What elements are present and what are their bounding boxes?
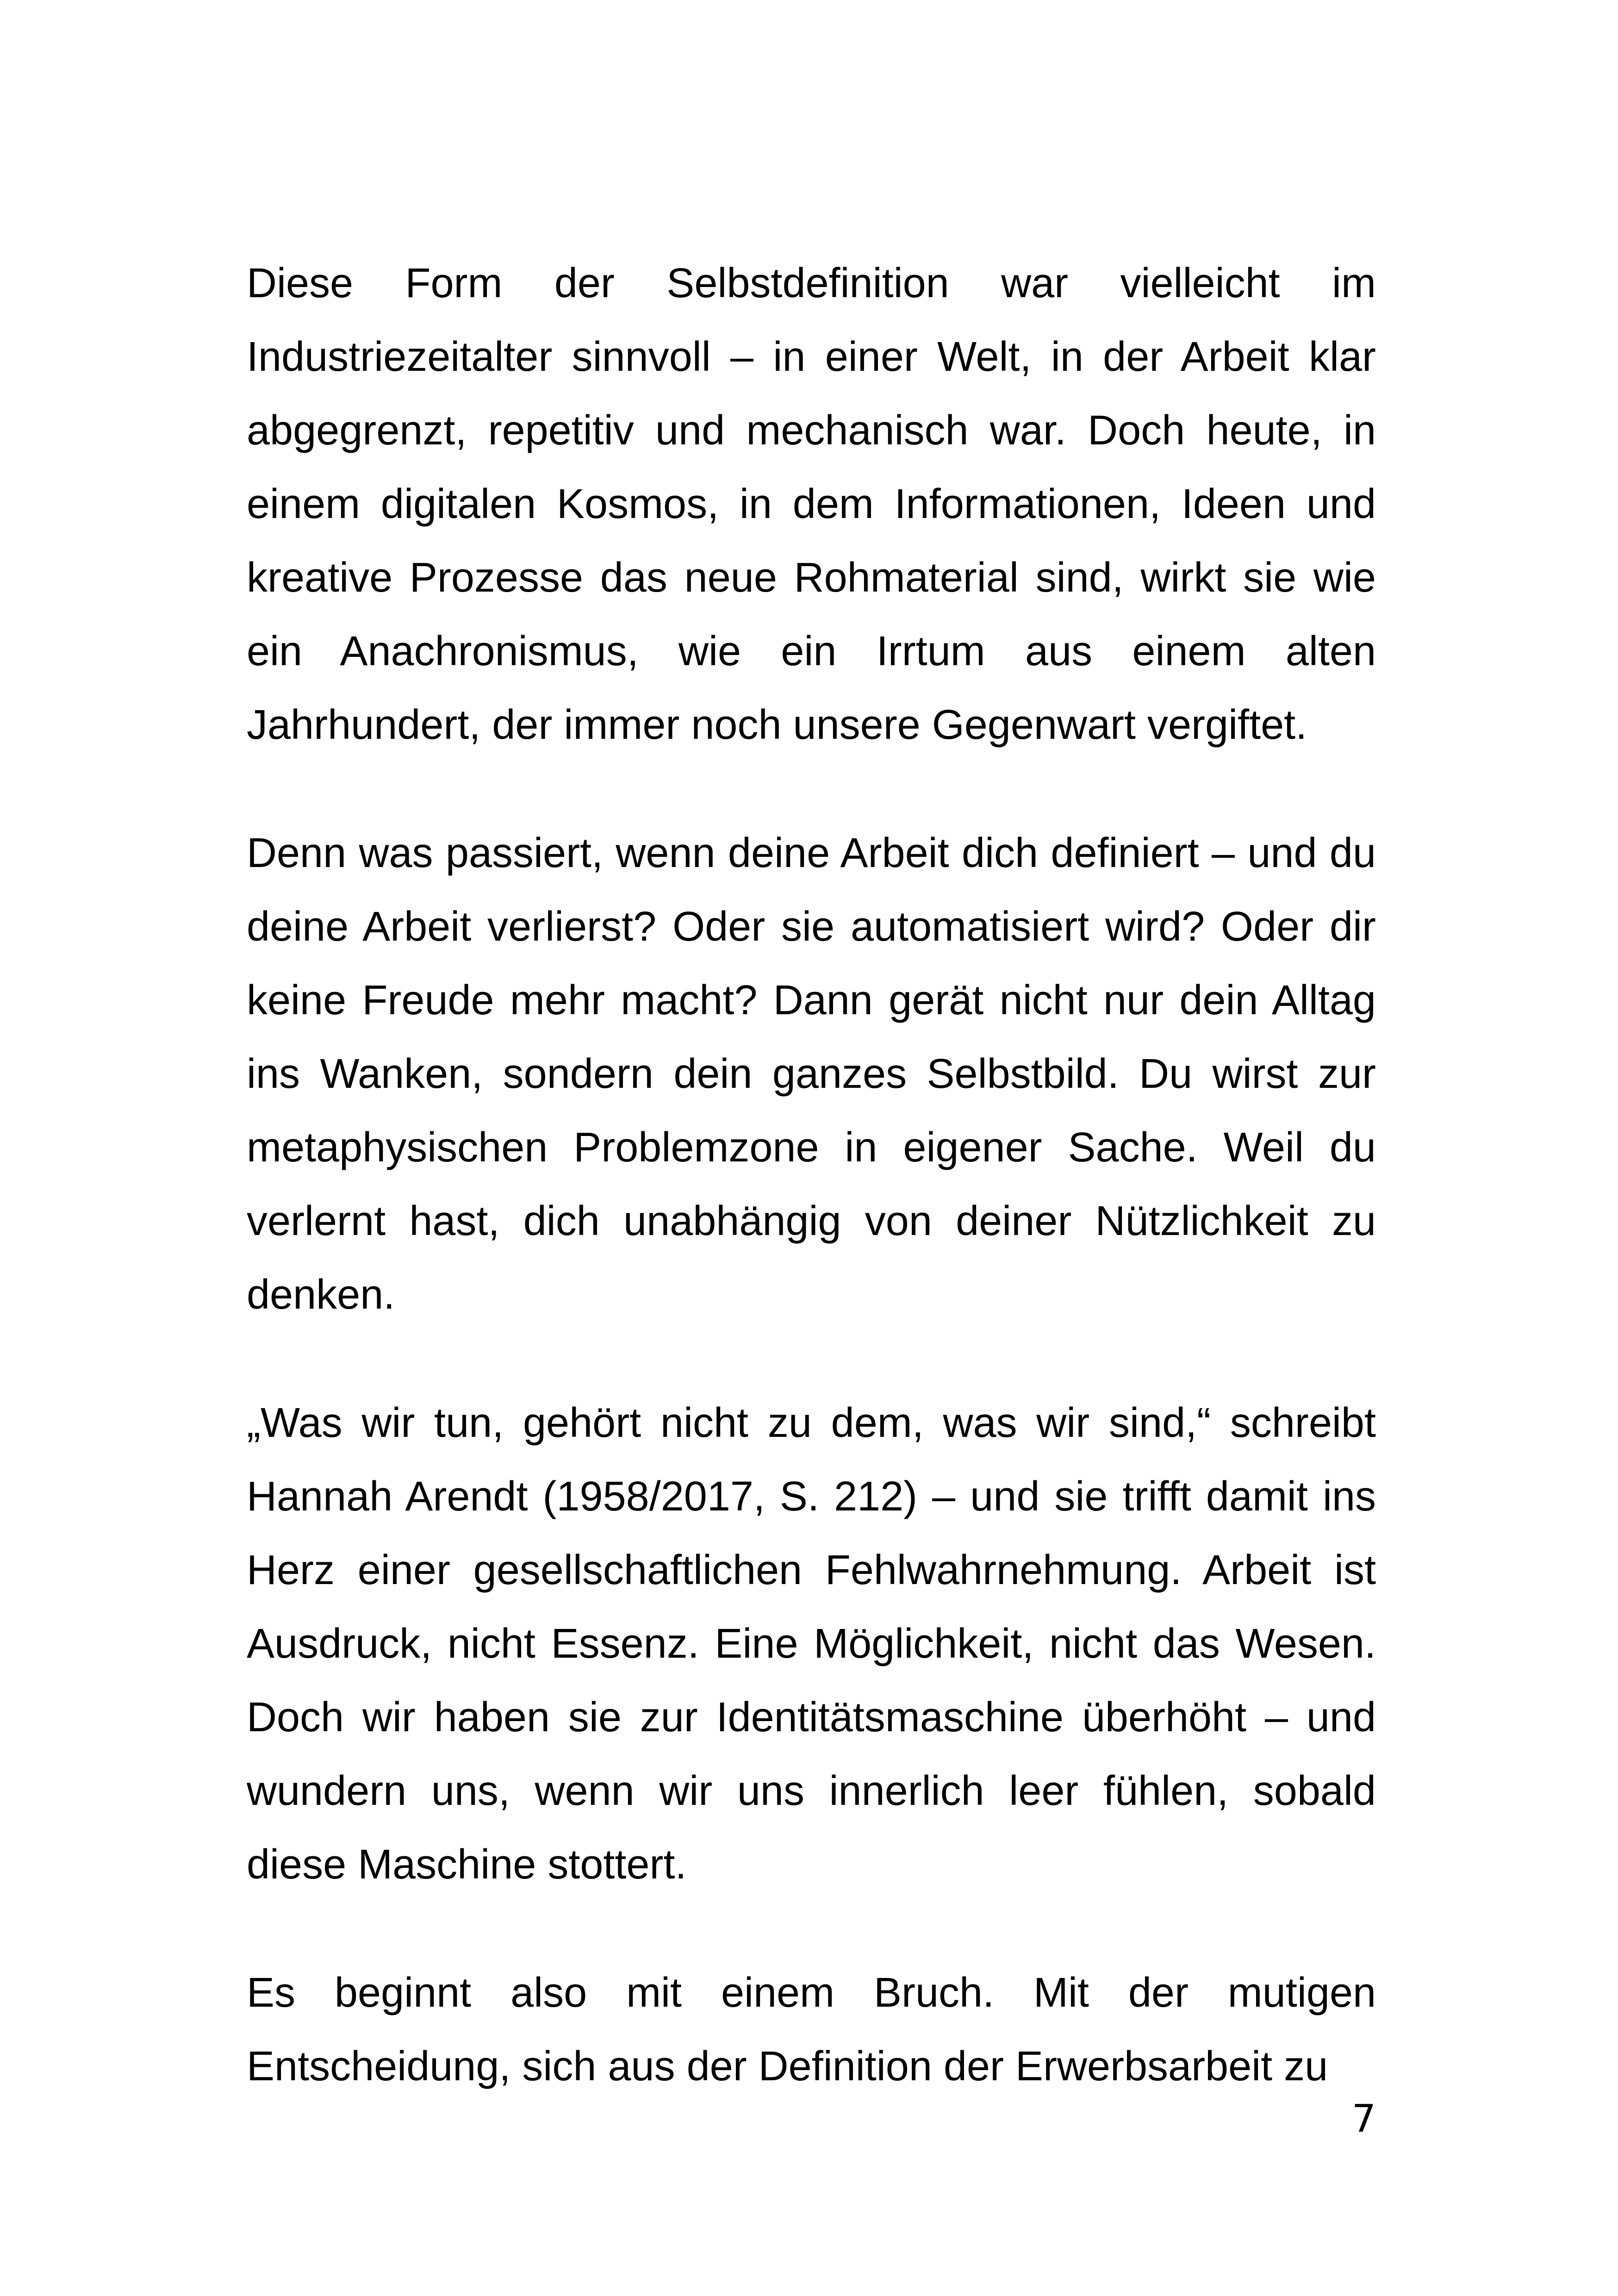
body-text — [247, 247, 1376, 2158]
paragraph-3: „Was wir tun, gehört nicht zu dem, was wir sind,“ schreibt Hannah Arendt (1958/2017, S. 212) – und sie trifft damit ins Herz einer gesellschaftlichen Fehlwahrnehmung. Arbeit ist Ausdruck, nicht Essenz. Eine Möglichkeit, nicht das Wesen. Doch wir haben sie zur Identitätsmaschine überhöht – und wundern uns, wenn wir uns innerlich leer fühlen, sobald diese Maschine stottert. — [247, 1400, 1376, 1888]
paragraph-2: Denn was passiert, wenn deine Arbeit dich definiert – und du deine Arbeit verlierst? Oder sie automatisiert wird? Oder dir keine Freude mehr macht? Dann gerät nicht nur dein Alltag ins Wanken, sondern dein ganzes Selbstbild. Du wirst zur metaphysischen Problemzone in eigener Sache. Weil du verlernt hast, dich unabhängig von deiner Nützlichkeit zu denken. — [247, 830, 1376, 1318]
paragraph-1: Diese Form der Selbstdefinition war vielleicht im Industriezeitalter sinnvoll – in einer Welt, in der Arbeit klar abgegrenzt, repetitiv und mechanisch war. Doch heute, in einem digitalen Kosmos, in dem Informationen, Ideen und kreative Prozesse das neue Rohmaterial sind, wirkt sie wie ein Anachronismus, wie ein Irrtum aus einem alten Jahrhundert, der immer noch unsere Gegenwart vergiftet. — [247, 260, 1376, 748]
paragraph-4: Es beginnt also mit einem Bruch. Mit der mutigen Entscheidung, sich aus der Definition der Erwerbsarbeit zu — [247, 1970, 1376, 2090]
page-number: 7 — [1351, 2097, 1376, 2141]
